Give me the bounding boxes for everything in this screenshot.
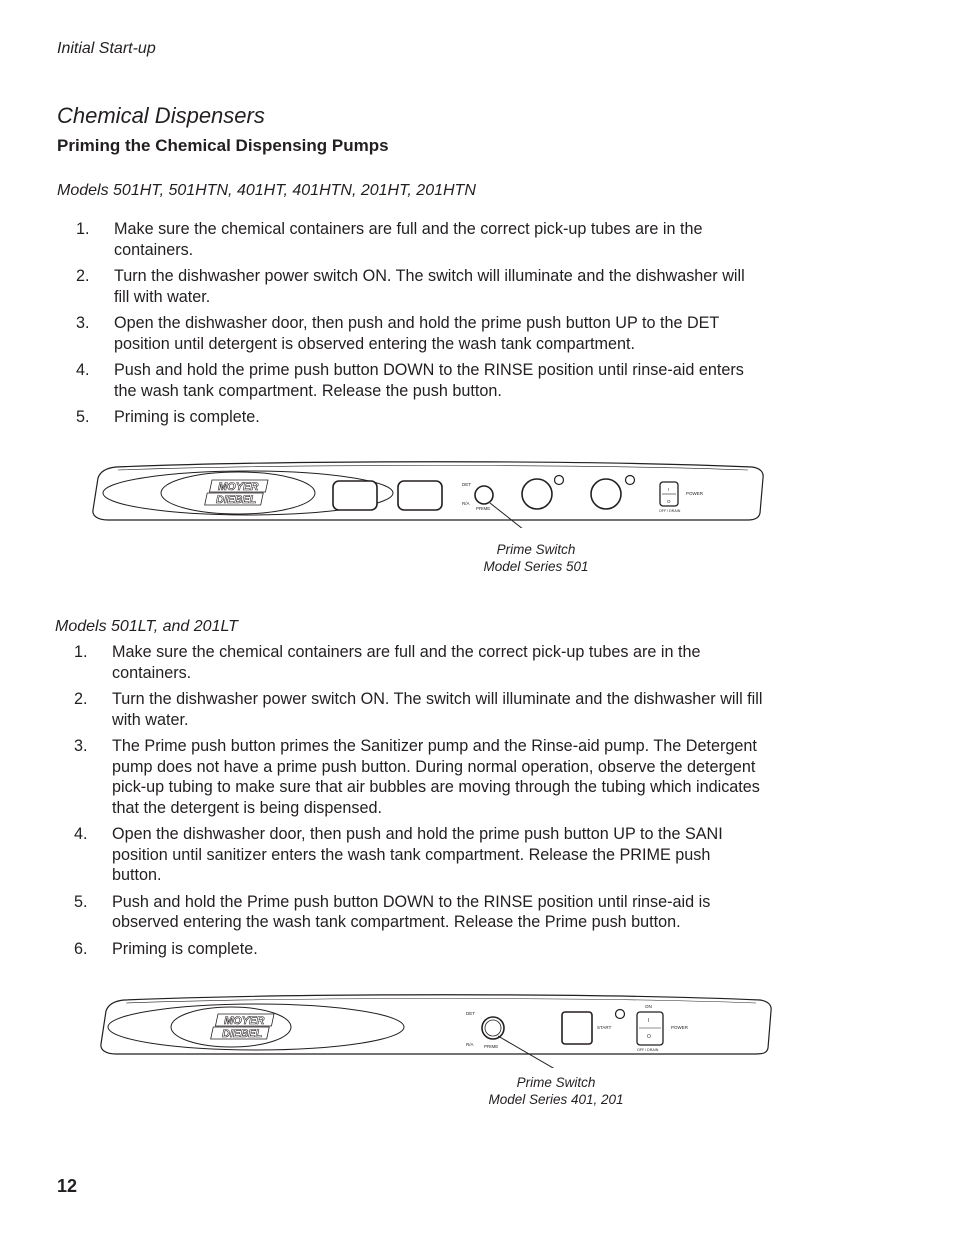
control-panel-401-201-figure (96, 990, 778, 1068)
step-item (74, 939, 764, 960)
step-item (76, 266, 756, 307)
switch-on-mark: I (648, 1018, 650, 1024)
step-text: Priming is complete. (112, 939, 258, 958)
step-number: 3. (74, 737, 88, 755)
step-number: 5. (76, 408, 90, 426)
step-text: Push and hold the prime push button DOWN to the RINSE position until rinse-aid enters the wash tank compartment. Release the push button. (114, 361, 744, 400)
page-number: 12 (57, 1176, 78, 1196)
figure-caption-1 (456, 541, 616, 575)
on-label: ON (645, 1004, 652, 1009)
running-header: Initial Start-up (57, 40, 156, 57)
step-number: 3. (76, 314, 90, 332)
step-number: 5. (74, 892, 88, 911)
display-window-1 (333, 481, 377, 510)
start-button (562, 1012, 592, 1044)
logo-line1: MOYER (218, 481, 259, 493)
off-drain-label: OFF / DRAIN (659, 509, 681, 513)
step-text: Make sure the chemical containers are full and the correct pick-up tubes are in the containers. (112, 643, 701, 682)
step-item (76, 219, 756, 260)
step-text: Push and hold the Prime push button DOWN to the RINSE position until rinse-aid is observed entering the wash tank compartment. Release the Prime push button. (112, 892, 711, 931)
step-item (76, 407, 756, 428)
step-number: 6. (74, 939, 88, 958)
start-label: START (597, 1025, 612, 1030)
step-text: Turn the dishwasher power switch ON. The switch will illuminate and the dishwasher will fill with water. (112, 690, 763, 729)
ra-label: R/A (462, 501, 470, 506)
step-number: 1. (74, 643, 88, 661)
step-text: Open the dishwasher door, then push and hold the prime push button UP to the SANI position until sanitizer enters the wash tank compartment. Release the PRIME push button. (112, 825, 723, 884)
logo-line2: DIEBEL (222, 1028, 263, 1040)
off-drain-label: OFF / DRAIN (637, 1048, 659, 1052)
indicator-light-1 (555, 476, 564, 485)
switch-off-mark: O (667, 499, 671, 504)
power-switch (637, 1012, 663, 1045)
display-window-2 (398, 481, 442, 510)
steps-list-1 (76, 219, 756, 434)
det-label: DET (466, 1011, 475, 1016)
logo-line2: DIEBEL (216, 494, 257, 506)
models-heading-2: Models 501LT, and 201LT (55, 618, 238, 635)
prime-label: PRIME (484, 1044, 499, 1049)
step-item (76, 313, 756, 354)
step-number: 1. (76, 220, 90, 238)
control-panel-501-figure (88, 458, 768, 528)
step-item (74, 736, 764, 818)
step-number: 2. (74, 690, 88, 708)
caption-2-line2: Model Series 401, 201 (488, 1092, 624, 1107)
switch-off-mark: O (647, 1034, 651, 1040)
step-text: Make sure the chemical containers are full and the correct pick-up tubes are in the containers. (114, 220, 703, 259)
caption-1-line2: Model Series 501 (483, 559, 589, 574)
gauge-2 (591, 479, 621, 509)
ra-label: R/A (466, 1042, 474, 1047)
step-item (74, 642, 764, 683)
step-text: Priming is complete. (114, 408, 260, 426)
gauge-1 (522, 479, 552, 509)
step-number: 2. (76, 267, 90, 285)
step-text: The Prime push button primes the Sanitizer pump and the Rinse-aid pump. The Detergent pump does not have a prime push button. During normal operation, observe the detergent pick-up tubing to make sure that air bubbles are moving through the tubing which indicates that the detergent is being dispensed. (112, 737, 760, 817)
page-title: Chemical Dispensers (57, 103, 265, 128)
power-label: POWER (671, 1025, 689, 1030)
step-number: 4. (74, 825, 88, 843)
prime-button (475, 486, 493, 504)
section-heading: Priming the Chemical Dispensing Pumps (57, 136, 389, 155)
step-number: 4. (76, 361, 90, 379)
step-item (74, 892, 764, 933)
step-item (74, 824, 764, 886)
steps-list-2 (74, 642, 764, 965)
indicator-light-2 (626, 476, 635, 485)
indicator-light (616, 1010, 625, 1019)
prime-label: PRIME (476, 506, 491, 511)
det-label: DET (462, 482, 471, 487)
figure-caption-2 (466, 1074, 646, 1108)
caption-1-line1: Prime Switch (496, 542, 576, 557)
models-heading-1: Models 501HT, 501HTN, 401HT, 401HTN, 201HT, 201HTN (57, 182, 476, 199)
step-item (74, 689, 764, 730)
step-item (76, 360, 756, 401)
caption-2-line1: Prime Switch (516, 1075, 596, 1090)
step-text: Open the dishwasher door, then push and hold the prime push button UP to the DET position until detergent is observed entering the wash tank compartment. (114, 314, 720, 353)
switch-on-mark: I (668, 487, 670, 492)
step-text: Turn the dishwasher power switch ON. The switch will illuminate and the dishwasher will fill with water. (114, 267, 745, 306)
power-label: POWER (686, 491, 704, 496)
logo-line1: MOYER (224, 1015, 265, 1027)
